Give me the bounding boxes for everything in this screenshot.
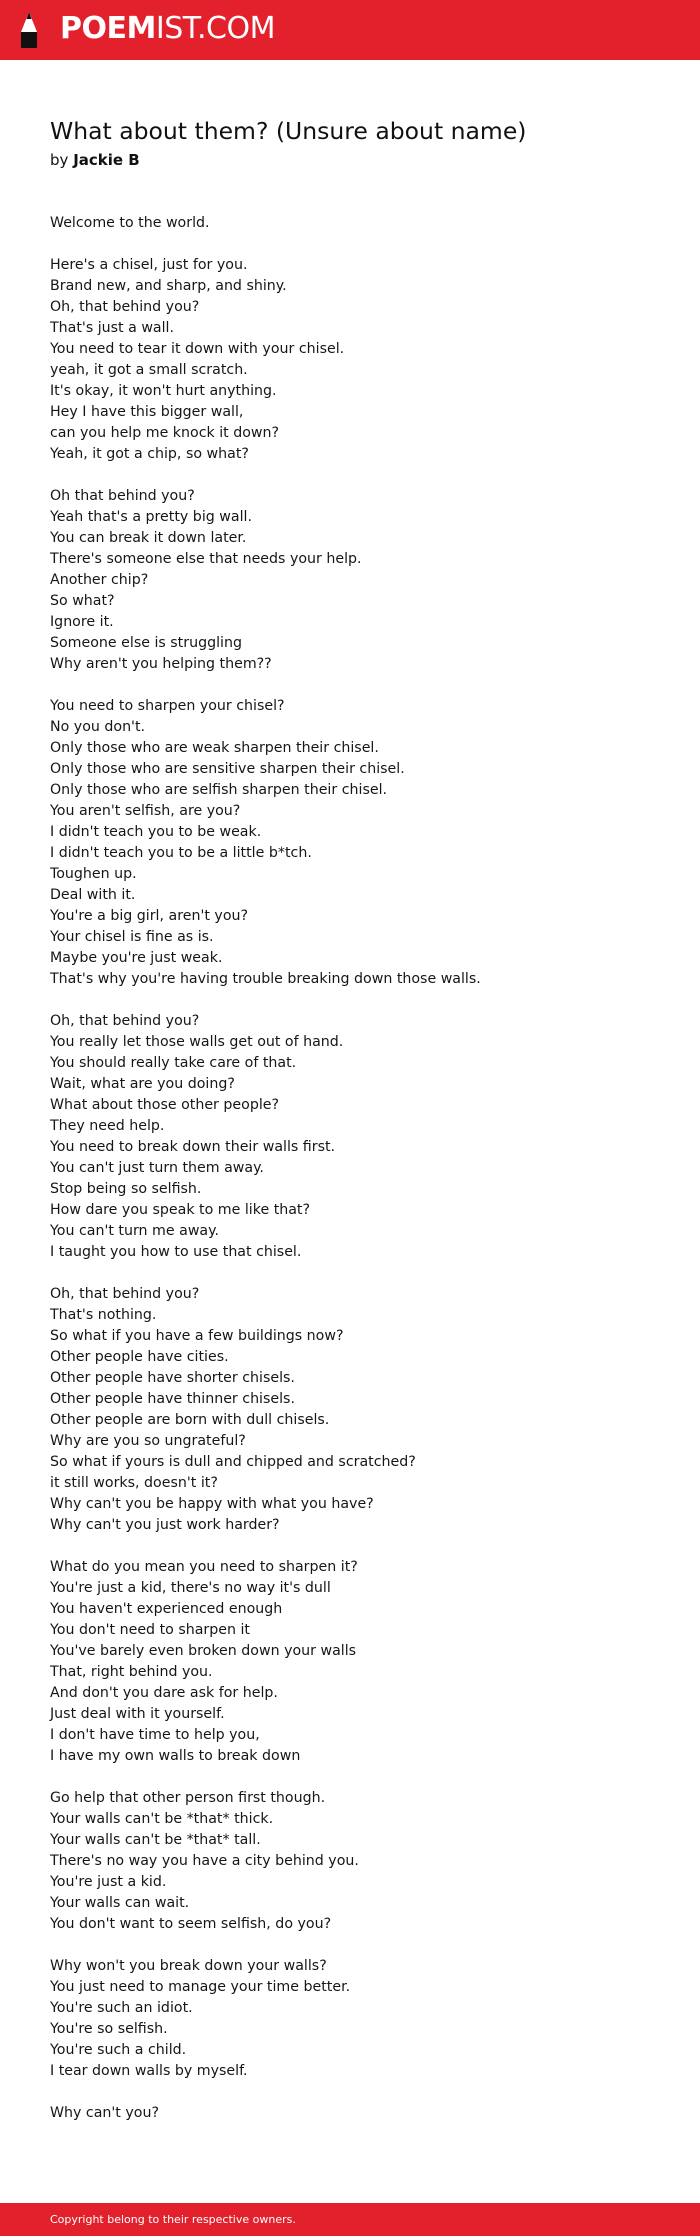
poem-line: I taught you how to use that chisel.	[50, 1244, 302, 1260]
poem-line: I don't have time to help you,	[50, 1727, 260, 1743]
author-name[interactable]: Jackie B	[73, 151, 140, 169]
poem-line: Only those who are selfish sharpen their chisel.	[50, 782, 388, 798]
pencil-tip-icon[interactable]	[17, 10, 41, 50]
poem-line: No you don't.	[50, 719, 146, 735]
poem-line: Why are you so ungrateful?	[50, 1433, 246, 1449]
poem-line: I didn't teach you to be a little b*tch.	[50, 845, 312, 861]
poem-line: Your walls can't be *that* tall.	[50, 1832, 261, 1848]
poem-line: So what?	[50, 593, 115, 609]
poem-line: Ignore it.	[50, 614, 114, 630]
poem-line: You're so selfish.	[50, 2021, 168, 2037]
poem-line: Other people are born with dull chisels.	[50, 1412, 330, 1428]
poem-line: Oh, that behind you?	[50, 299, 200, 315]
poem-line: Why aren't you helping them??	[50, 656, 272, 672]
site-header	[0, 0, 700, 60]
poem-line: can you help me knock it down?	[50, 425, 280, 441]
poem-line: You don't need to sharpen it	[50, 1622, 250, 1638]
poem-line: What do you mean you need to sharpen it?	[50, 1559, 358, 1575]
poem-stanza	[50, 1011, 660, 1263]
poem-line: Brand new, and sharp, and shiny.	[50, 278, 287, 294]
poem-line: Just deal with it yourself.	[50, 1706, 225, 1722]
poem-stanza	[50, 696, 660, 990]
poem-line: That's nothing.	[50, 1307, 157, 1323]
poem-line: You're such a child.	[50, 2042, 187, 2058]
poem-body	[50, 213, 660, 2124]
poem-stanza	[50, 1557, 660, 1767]
poem-line: Welcome to the world.	[50, 215, 210, 231]
poem-line: You haven't experienced enough	[50, 1601, 283, 1617]
poem-line: How dare you speak to me like that?	[50, 1202, 311, 1218]
poem-line: That's why you're having trouble breaking down those walls.	[50, 971, 481, 987]
poem-line: Toughen up.	[50, 866, 137, 882]
poem-line: Your walls can wait.	[50, 1895, 190, 1911]
site-logo[interactable]	[60, 12, 275, 46]
poem-line: I have my own walls to break down	[50, 1748, 301, 1764]
poem-line: Why won't you break down your walls?	[50, 1958, 327, 1974]
poem-line: Other people have thinner chisels.	[50, 1391, 295, 1407]
poem-line: Oh, that behind you?	[50, 1013, 200, 1029]
poem-line: Hey I have this bigger wall,	[50, 404, 244, 420]
poem-line: Yeah that's a pretty big wall.	[50, 509, 252, 525]
poem-line: You need to break down their walls first.	[50, 1139, 336, 1155]
poem-line: Wait, what are you doing?	[50, 1076, 235, 1092]
poem-line: It's okay, it won't hurt anything.	[50, 383, 277, 399]
poem-line: Go help that other person first though.	[50, 1790, 326, 1806]
poem-line: Only those who are sensitive sharpen their chisel.	[50, 761, 405, 777]
poem-line: Deal with it.	[50, 887, 136, 903]
poem-stanza	[50, 213, 660, 234]
poem-line: yeah, it got a small scratch.	[50, 362, 248, 378]
poem-line: Other people have shorter chisels.	[50, 1370, 295, 1386]
site-footer	[0, 2203, 700, 2236]
poem-stanza	[50, 2103, 660, 2124]
poem-stanza	[50, 1284, 660, 1536]
poem-line: You can break it down later.	[50, 530, 247, 546]
poem-line: Why can't you just work harder?	[50, 1517, 280, 1533]
poem-line: Someone else is struggling	[50, 635, 242, 651]
logo-wordmark-strong: POEM	[60, 11, 156, 46]
poem-line: You aren't selfish, are you?	[50, 803, 241, 819]
poem-line: So what if yours is dull and chipped and scratched?	[50, 1454, 416, 1470]
poem-line: Only those who are weak sharpen their chisel.	[50, 740, 379, 756]
poem-line: You just need to manage your time better.	[50, 1979, 351, 1995]
by-label: by	[50, 151, 69, 169]
poem-line: You should really take care of that.	[50, 1055, 297, 1071]
poem-line: Why can't you?	[50, 2105, 159, 2121]
poem-line: You can't just turn them away.	[50, 1160, 264, 1176]
poem-line: You're a big girl, aren't you?	[50, 908, 249, 924]
poem-line: Oh, that behind you?	[50, 1286, 200, 1302]
poem-line: There's someone else that needs your help.	[50, 551, 362, 567]
poem-line: There's no way you have a city behind you.	[50, 1853, 359, 1869]
poem-line: So what if you have a few buildings now?	[50, 1328, 344, 1344]
poem-line: You need to sharpen your chisel?	[50, 698, 285, 714]
poem-line: Here's a chisel, just for you.	[50, 257, 248, 273]
poem-line: You need to tear it down with your chisel.	[50, 341, 345, 357]
poem-line: That, right behind you.	[50, 1664, 213, 1680]
poem-line: You're such an idiot.	[50, 2000, 193, 2016]
poem-line: Why can't you be happy with what you have?	[50, 1496, 374, 1512]
copyright-notice: Copyright belong to their respective owners.	[50, 2213, 296, 2226]
byline	[50, 149, 660, 171]
poem-line: That's just a wall.	[50, 320, 175, 336]
poem-line: Oh that behind you?	[50, 488, 195, 504]
poem-line: I tear down walls by myself.	[50, 2063, 248, 2079]
poem-line: You really let those walls get out of hand.	[50, 1034, 344, 1050]
poem-line: I didn't teach you to be weak.	[50, 824, 262, 840]
poem-stanza	[50, 1956, 660, 2082]
poem-line: And don't you dare ask for help.	[50, 1685, 278, 1701]
poem-line: You're just a kid, there's no way it's dull	[50, 1580, 331, 1596]
poem-stanza	[50, 486, 660, 675]
poem-title: What about them? (Unsure about name)	[50, 117, 527, 145]
poem-line: Another chip?	[50, 572, 149, 588]
poem-line: Maybe you're just weak.	[50, 950, 223, 966]
poem-stanza	[50, 255, 660, 465]
logo-wordmark-light: IST.COM	[155, 11, 275, 46]
poem-line: Your walls can't be *that* thick.	[50, 1811, 274, 1827]
poem-content	[50, 114, 660, 2145]
poem-line: Stop being so selfish.	[50, 1181, 202, 1197]
poem-line: You're just a kid.	[50, 1874, 167, 1890]
poem-line: You've barely even broken down your walls	[50, 1643, 357, 1659]
poem-stanza	[50, 1788, 660, 1935]
poem-line: Other people have cities.	[50, 1349, 229, 1365]
poem-line: What about those other people?	[50, 1097, 280, 1113]
poem-line: Yeah, it got a chip, so what?	[50, 446, 249, 462]
poem-line: You can't turn me away.	[50, 1223, 219, 1239]
poem-line: You don't want to seem selfish, do you?	[50, 1916, 332, 1932]
poem-line: it still works, doesn't it?	[50, 1475, 218, 1491]
poem-line: They need help.	[50, 1118, 165, 1134]
poem-line: Your chisel is fine as is.	[50, 929, 214, 945]
